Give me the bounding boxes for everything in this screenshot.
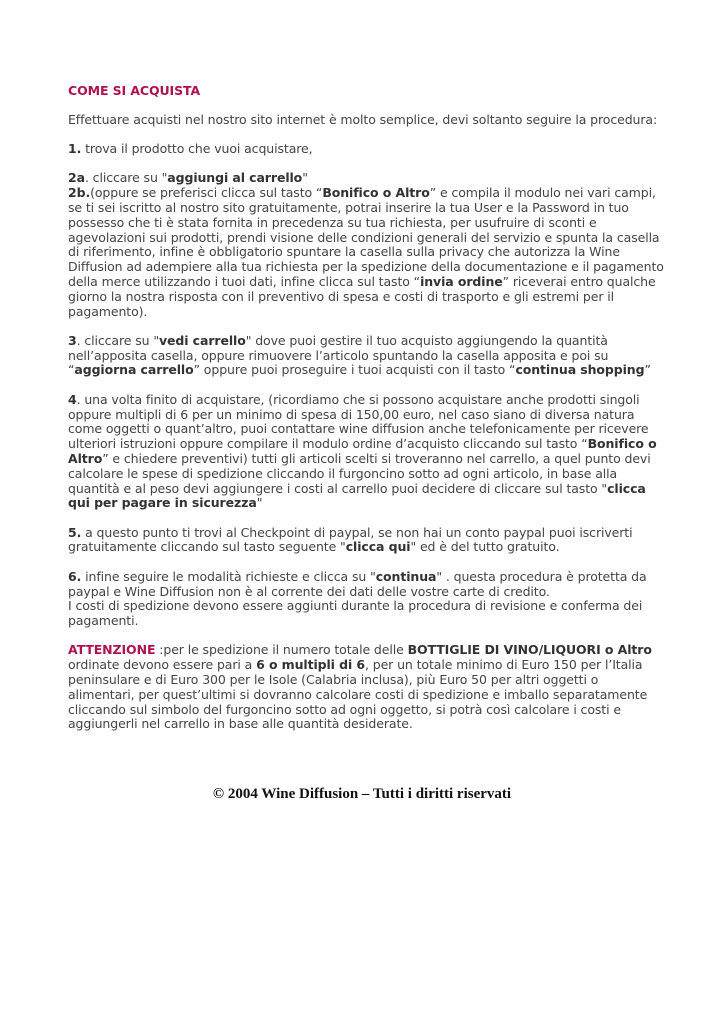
- step-5: 5. a questo punto ti trovi al Checkpoint di paypal, se non hai un conto paypal puoi iscriverti gratuitamente cliccando sul tasto seguente "clicca qui" ed è del tutto gratuito.: [68, 524, 633, 555]
- click-here-label: clicca qui: [345, 539, 411, 555]
- bonifico-label: Bonifico o Altro: [322, 185, 430, 201]
- view-cart-label: vedi carrello: [158, 332, 246, 348]
- step-4: 4. una volta finito di acquistare, (ricordiamo che si possono acquistare anche prodotti singoli oppure multipli di 6 per un minimo di spesa di 150,00 euro, nel caso siano di diversa natura come oggetti o quant’altro, puoi contattare wine diffusion anche telefonicamente per ricevere ulteriori istruzioni oppure compilare il modulo ordine d’acquisto cliccando sul tasto “Bonifico o Altro” e chiedere preventivi) tutti gli articoli scelti si troveranno nel carrello, a quel punto devi calcolare le spese di spedizione cliccando il furgoncino sotto ad ogni articolo, in base alla quantità e al peso devi aggiungere i costi al carrello puoi decidere di cliccare sul tasto "clicca qui per pagare in sicurezza": [68, 391, 657, 511]
- intro-paragraph: Effettuare acquisti nel nostro sito internet è molto semplice, devi soltanto seguire la procedura:: [68, 111, 658, 127]
- step-6: 6. infine seguire le modalità richieste e clicca su "continua" . questa procedura è protetta da paypal e Wine Diffusion non è al corrente dei dati delle vostre carte di credito. I costi di spedizione devono essere aggiunti durante la procedura di revisione e conferma dei pagamenti.: [68, 568, 647, 629]
- continue-label: continua: [375, 568, 437, 584]
- step-number: 1.: [68, 141, 82, 157]
- add-to-cart-label: aggiungi al carrello: [167, 170, 303, 186]
- step-3: 3. cliccare su "vedi carrello" dove puoi gestire il tuo acquisto aggiungendo la quantità nell’apposita casella, oppure rimuovere l’articolo spuntando la casella apposita e poi su “aggiorna carrello” oppure puoi proseguire i tuoi acquisti con il tasto “continua shopping”: [68, 332, 651, 378]
- document-body: [68, 84, 668, 747]
- secure-pay-label: clicca qui per pagare in sicurezza: [68, 480, 646, 511]
- step-number: 2a: [68, 170, 85, 186]
- bonifico-label: Bonifico o Altro: [68, 436, 657, 466]
- shipping-note: I costi di spedizione devono essere aggiunti durante la procedura di revisione e conferma dei pagamenti.: [68, 598, 643, 629]
- step-1: [68, 142, 668, 157]
- continue-shopping-label: continua shopping: [515, 362, 645, 378]
- copyright-footer: © 2004 Wine Diffusion – Tutti i diritti riservati: [212, 786, 512, 802]
- step-text: trova il prodotto che vuoi acquistare,: [81, 141, 313, 157]
- bottles-label: BOTTIGLIE DI VINO/LIQUORI o Altro: [407, 642, 652, 658]
- step-number: 3: [68, 332, 77, 348]
- update-cart-label: aggiorna carrello: [74, 362, 194, 378]
- step-number: 4: [68, 391, 77, 407]
- step-number: 2b.: [68, 185, 91, 201]
- step-number: 5.: [68, 524, 82, 540]
- send-order-label: invia ordine: [420, 273, 503, 289]
- step-2: 2a. cliccare su "aggiungi al carrello" 2b.(oppure se preferisci clicca sul tasto “Bonifico o Altro” e compila il modulo nei vari campi, se ti sei iscritto al nostro sito gratuitamente, potrai inserire la tua User e la Password in tuo possesso che ti è stata fornita in precedenza su tua richiesta, per usufruire di sconti e agevolazioni sui prodotti, prendi visione delle condizioni generali del servizio e spunta la casella di riferimento, infine è obbligatorio spuntare la casella sulla privacy che autorizza la Wine Diffusion ad adempiere alla tua richiesta per la spedizione della documentazione e il pagamento della merce utilizzando i tuoi dati, infine clicca sul tasto “invia ordine” riceverai entro qualche giorno la nostra risposta con il preventivo di spesa e costi di trasporto e gli estremi per il pagamento).: [68, 170, 664, 319]
- step-number: 6.: [68, 568, 82, 584]
- multiples-label: 6 o multipli di 6: [256, 657, 366, 673]
- page-title: COME SI ACQUISTA: [68, 83, 201, 98]
- attention-label: ATTENZIONE: [68, 642, 156, 658]
- attention-paragraph: ATTENZIONE :per le spedizione il numero totale delle BOTTIGLIE DI VINO/LIQUORI o Altro ordinate devono essere pari a 6 o multipli di 6, per un totale minimo di Euro 150 per l’Italia peninsulare e di Euro 300 per le Isole (Calabria inclusa), più Euro 50 per altri oggetti o alimentari, per quest’ultimi si dovranno calcolare costi di spedizione e imballo separatamente cliccando sul simbolo del furgoncino sotto ad ogni oggetto, si potrà così calcolare i costi e aggiungerli nel carrello in base alle quantità desiderate.: [68, 642, 652, 732]
